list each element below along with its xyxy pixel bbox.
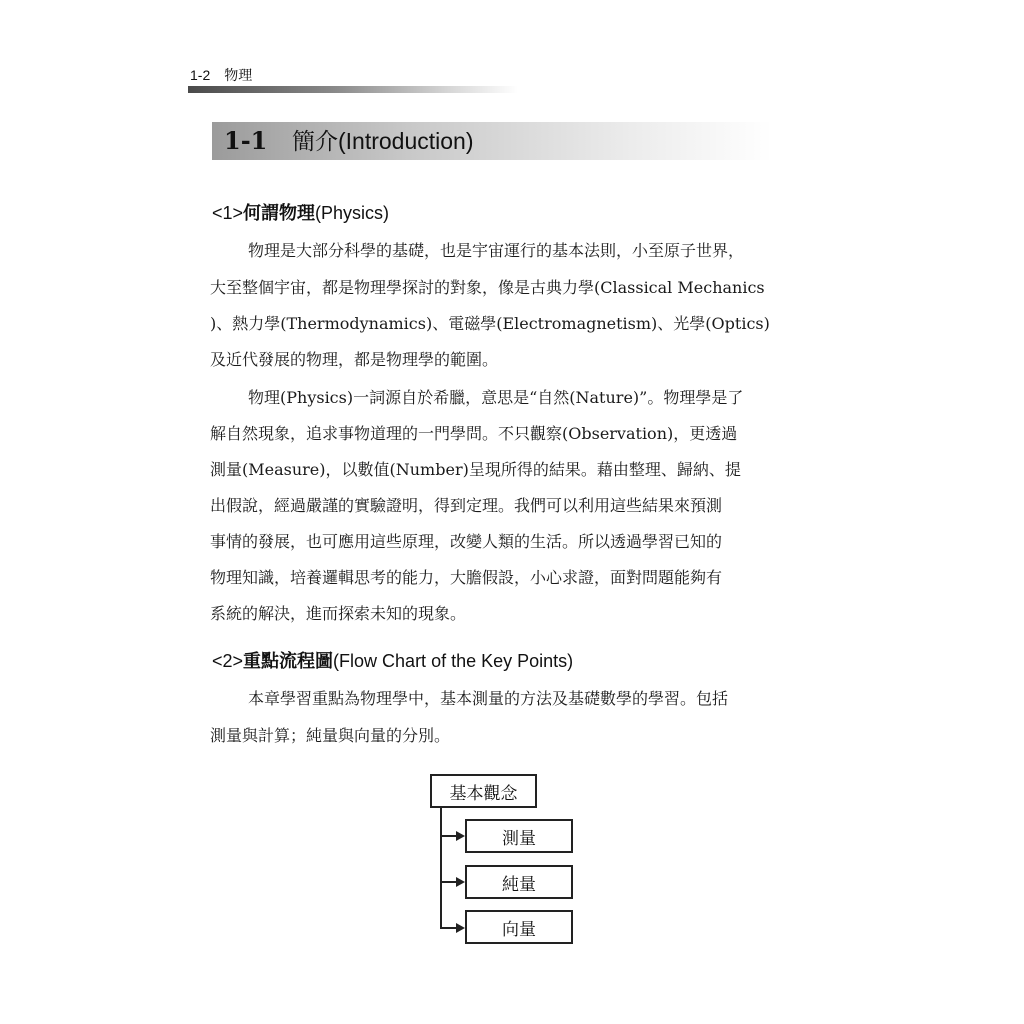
subsection-title-en: (Physics): [315, 203, 390, 223]
subsection-title-zh: 何謂物理: [243, 203, 316, 223]
paragraph-line: )、熱力學(Thermodynamics)、電磁學(Electromagnetism)、光學(Optics): [210, 314, 770, 333]
paragraph-line: 事情的發展，也可應用這些原理，改變人類的生活。所以透過學習已知的: [210, 532, 723, 551]
paragraph-line: 物理(Physics)一詞源自於希臘，意思是“自然(Nature)”。物理學是了: [248, 388, 744, 407]
flowchart-arrowhead: [456, 877, 465, 887]
paragraph-line: 物理是大部分科學的基礎，也是宇宙運行的基本法則，小至原子世界，: [248, 241, 745, 260]
paragraph-line: 測量(Measure)，以數值(Number)呈現所得的結果。藉由整理、歸納、提: [210, 460, 741, 479]
flowchart-node-measurement: 測量: [465, 819, 573, 853]
paragraph-line: 出假說，經過嚴謹的實驗證明，得到定理。我們可以利用這些結果來預測: [210, 496, 723, 515]
chapter-title: 物理: [224, 67, 253, 83]
section-number: 1-1: [224, 126, 268, 155]
section-title: 簡介(Introduction): [292, 128, 474, 154]
subsection-prefix: <2>: [212, 651, 244, 671]
flowchart-root-box: 基本觀念: [430, 774, 537, 808]
subsection-title-en: (Flow Chart of the Key Points): [333, 651, 574, 671]
subsection-title-zh: 重點流程圖: [243, 651, 334, 671]
flowchart-node-scalar: 純量: [465, 865, 573, 899]
paragraph-line: 本章學習重點為物理學中，基本測量的方法及基礎數學的學習。包括: [248, 689, 729, 708]
page-number: 1-2: [190, 67, 211, 83]
flowchart-arrowhead: [456, 923, 465, 933]
subsection-prefix: <1>: [212, 203, 244, 223]
paragraph-line: 系統的解決，進而探索未知的現象。: [210, 604, 467, 623]
flowchart-node-vector: 向量: [465, 910, 573, 944]
paragraph-line: 物理知識，培養邏輯思考的能力，大膽假設，小心求證，面對問題能夠有: [210, 568, 723, 587]
paragraph-line: 測量與計算；純量與向量的分別。: [210, 726, 451, 745]
paragraph-line: 及近代發展的物理，都是物理學的範圍。: [210, 350, 499, 369]
flowchart-arrowhead: [456, 831, 465, 841]
paragraph-line: 解自然現象，追求事物道理的一門學問。不只觀察(Observation)，更透過: [210, 424, 738, 443]
paragraph-line: 大至整個宇宙，都是物理學探討的對象，像是古典力學(Classical Mechanics: [210, 278, 765, 297]
